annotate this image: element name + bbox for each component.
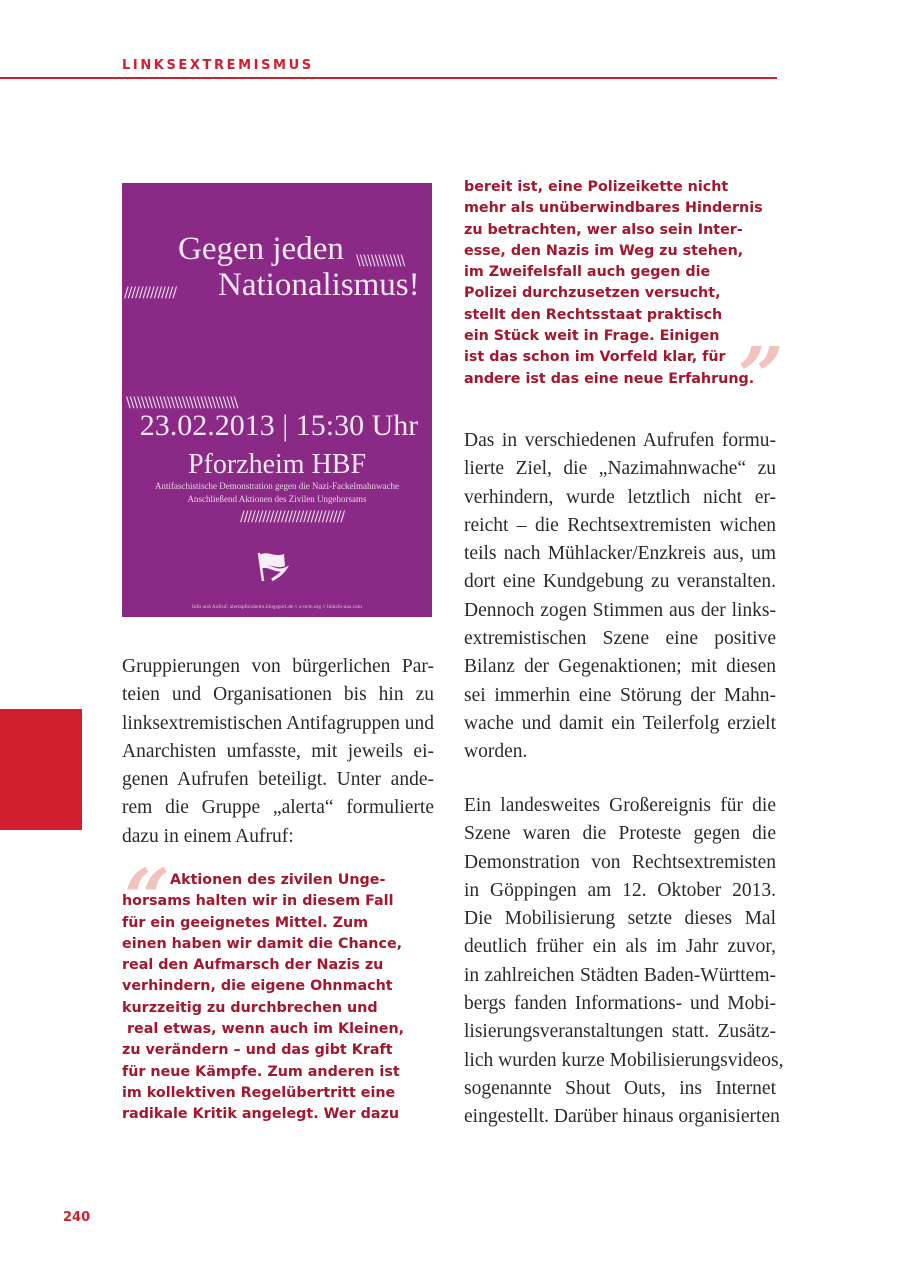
text-line: rem die Gruppe „alerta“ formulierte <box>122 797 434 819</box>
text-line: Gruppierungen von bürgerlichen Par- <box>122 656 434 677</box>
text-line: Szene waren die Proteste gegen die <box>464 823 776 845</box>
poster-hatch-top: \\\\\\\\\\\\\ <box>356 253 405 269</box>
text-line: reicht – die Rechtsextremisten wichen <box>464 514 776 536</box>
header-rule <box>0 77 777 79</box>
text-line: in Göppingen am 12. Oktober 2013. <box>464 879 776 901</box>
text-line: eingestellt. Darüber hinaus organisierten <box>464 1106 780 1128</box>
quote-line: zu verändern – und das gibt Kraft <box>122 1042 393 1059</box>
text-line: verhindern, wurde letztlich nicht er- <box>464 486 776 508</box>
text-line: Die Mobilisierung setzte dieses Mal <box>464 908 776 930</box>
poster-place: Pforzheim HBF <box>187 449 367 480</box>
poster-title-line1: Gegen jeden <box>178 231 344 267</box>
quote-line: verhindern, die eigene Ohnmacht <box>122 978 393 995</box>
quote-line: real den Aufmarsch der Nazis zu <box>122 957 384 974</box>
quote-line: zu betrachten, wer also sein Inter- <box>464 221 743 238</box>
text-line: Ein landesweites Großereignis für die <box>464 795 776 816</box>
text-line: extremistischen Szene eine positive <box>464 628 776 650</box>
text-line: Anarchisten umfasste, mit jeweils ei- <box>122 740 434 762</box>
text-line: lisierungsveranstaltungen statt. Zusätz- <box>464 1021 776 1043</box>
right-paragraph-1 <box>464 427 776 767</box>
open-quote-mark: “ <box>124 851 171 945</box>
poster-subline-2: Anschließend Aktionen des Zivilen Ungehorsams <box>187 494 367 504</box>
left-pull-quote <box>122 870 442 1126</box>
text-line: wache und damit ein Teilerfolg erzielt <box>464 712 776 734</box>
left-paragraph <box>122 653 434 851</box>
text-line: teien und Organisationen bis hin zu <box>122 684 434 706</box>
quote-line: radikale Kritik angelegt. Wer dazu <box>122 1106 400 1123</box>
quote-line: esse, den Nazis im Weg zu stehen, <box>464 242 744 259</box>
poster-hatch-left: ////////////// <box>124 285 177 301</box>
quote-line: einen haben wir damit die Chance, <box>122 935 403 952</box>
text-line: lierte Ziel, die „Nazimahnwache“ zu <box>464 458 776 480</box>
quote-line: ist das schon im Vorfeld klar, für <box>464 349 726 366</box>
side-color-tab <box>0 709 82 830</box>
poster-footer: Info und Aufruf: alertapforzheim.blogsport.de // a-ncle.org // linksfo-aus.com <box>191 604 363 610</box>
quote-line: für neue Kämpfe. Zum anderen ist <box>122 1063 400 1080</box>
quote-line: für ein geeignetes Mittel. Zum <box>122 914 369 931</box>
text-line: lich wurden kurze Mobilisierungsvideos, <box>464 1049 784 1071</box>
poster-subline-1: Antifaschistische Demonstration gegen die Nazi-Fackelmahnwache <box>155 481 399 491</box>
text-line: Das in verschiedenen Aufrufen formu- <box>464 430 776 451</box>
text-line: sogenannte Shout Outs, ins Internet <box>464 1077 776 1099</box>
text-line: bergs fanden Informations- und Mobi- <box>464 993 776 1015</box>
text-line: dort eine Kundgebung zu veranstalten. <box>464 571 776 593</box>
antifa-flag-icon <box>254 549 294 583</box>
quote-line: real etwas, wenn auch im Kleinen, <box>122 1021 405 1038</box>
poster-date-time: 23.02.2013 | 15:30 Uhr <box>139 409 419 442</box>
text-line: teils nach Mühlacker/Enzkreis aus, um <box>464 543 776 565</box>
quote-line: im kollektiven Regelübertritt eine <box>122 1084 396 1101</box>
text-line: Dennoch zogen Stimmen aus der links- <box>464 599 776 621</box>
quote-line: horsams halten wir in diesem Fall <box>122 893 394 910</box>
poster-image <box>122 183 432 617</box>
quote-line: ein Stück weit in Frage. Einigen <box>464 328 720 345</box>
text-line: Bilanz der Gegenaktionen; mit diesen <box>464 656 776 678</box>
quote-line: Polizei durchzusetzen versucht, <box>464 285 721 302</box>
text-line: worden. <box>464 741 528 763</box>
text-line: deutlich früher ein als im Jahr zuvor, <box>464 936 776 958</box>
right-pull-quote <box>464 177 784 390</box>
section-header-label: LINKSEXTREMISMUS <box>122 58 314 73</box>
text-line: linksextremistischen Antifagruppen und <box>122 712 434 734</box>
page-number: 240 <box>63 1210 91 1225</box>
text-line: Demonstration von Rechtsextremisten <box>464 851 776 873</box>
quote-line: bereit ist, eine Polizeikette nicht <box>464 179 729 195</box>
quote-line: kurzzeitig zu durchbrechen und <box>122 999 378 1016</box>
poster-hatch-mid: \\\\\\\\\\\\\\\\\\\\\\\\\\\\\\ <box>126 395 238 411</box>
quote-line: mehr als unüberwindbares Hindernis <box>464 200 763 217</box>
quote-line: Aktionen des zivilen Unge- <box>170 872 386 888</box>
text-line: genen Aufrufen beteiligt. Unter ande- <box>122 769 434 791</box>
quote-line: stellt den Rechtsstaat praktisch <box>464 306 723 323</box>
poster-hatch-bottom: //////////////////////////// <box>240 509 345 525</box>
quote-line: andere ist das eine neue Erfahrung. <box>464 370 755 387</box>
quote-line: im Zweifelsfall auch gegen die <box>464 264 711 281</box>
close-quote-mark: ” <box>738 329 785 423</box>
text-line: dazu in einem Aufruf: <box>122 825 294 847</box>
right-paragraph-2 <box>464 792 784 1132</box>
text-line: in zahlreichen Städten Baden-Württem- <box>464 964 776 986</box>
poster-title-line2: Nationalismus! <box>218 267 420 303</box>
text-line: sei immerhin eine Störung der Mahn- <box>464 684 776 706</box>
